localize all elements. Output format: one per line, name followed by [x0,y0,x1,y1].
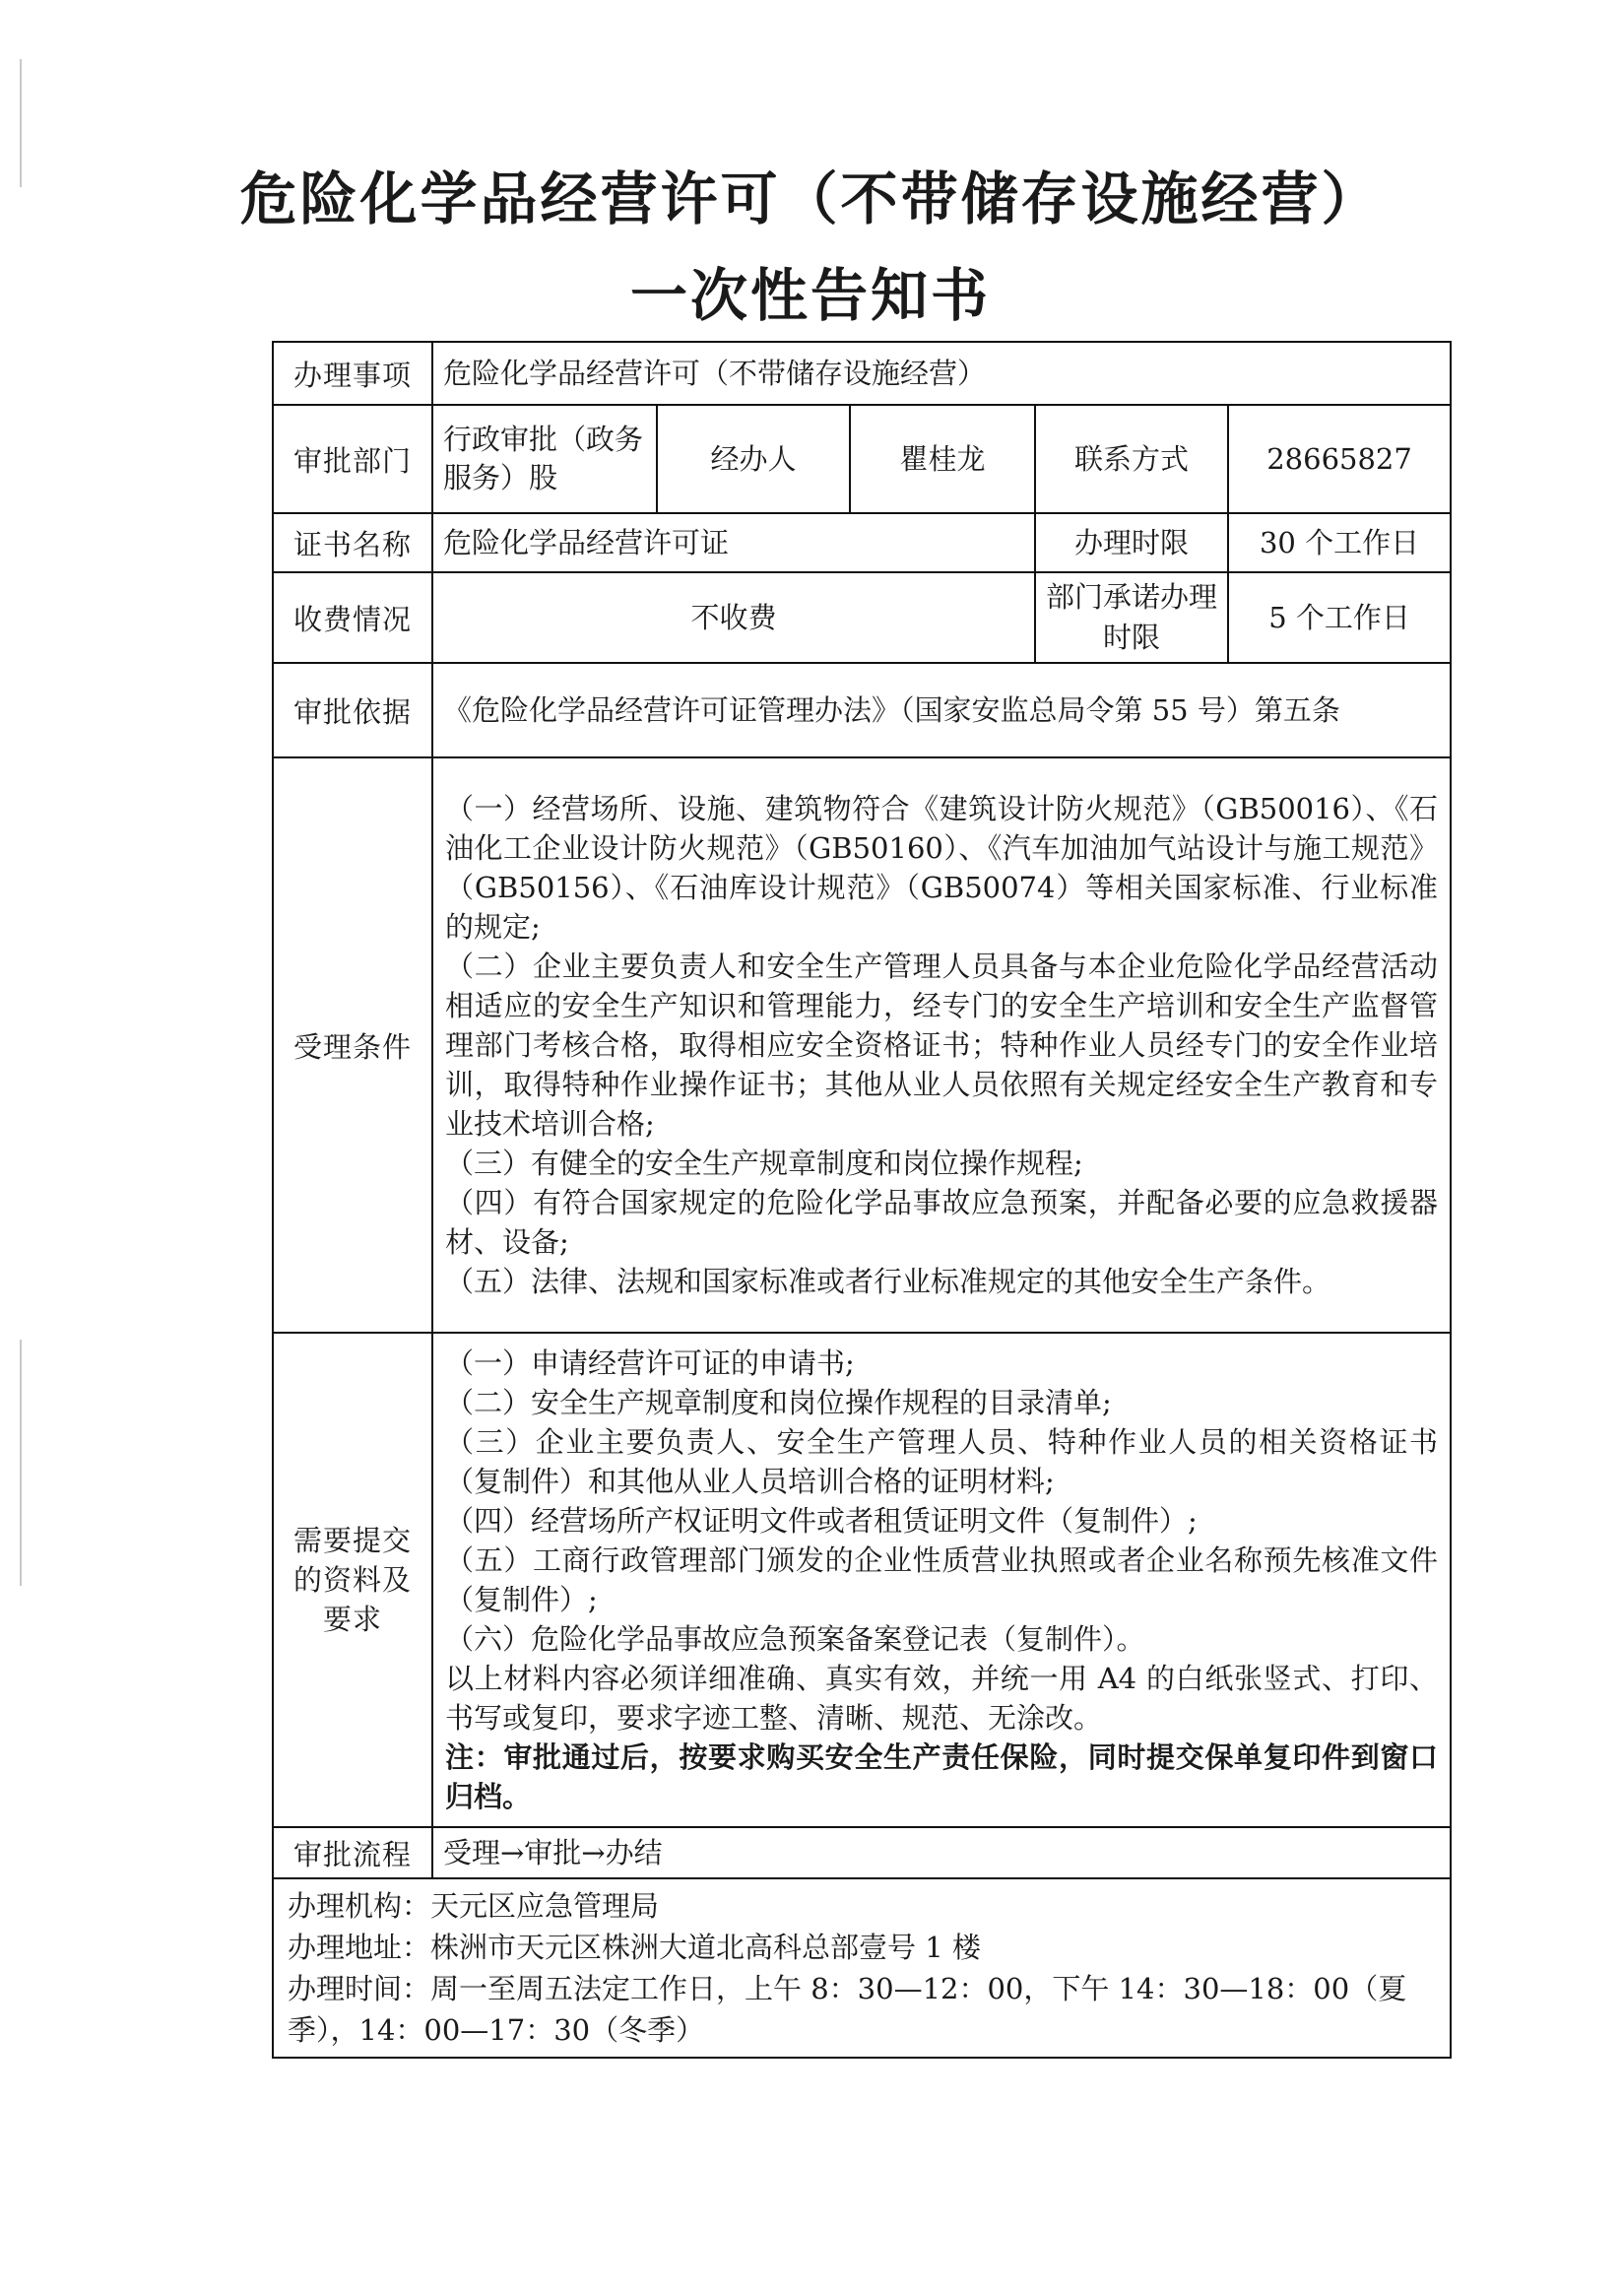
page-title-line1: 危险化学品经营许可（不带储存设施经营） [239,165,1382,232]
condition-item: （五）法律、法规和国家标准或者行业标准规定的其他安全生产条件。 [445,1265,1331,1298]
row-dept [273,405,1451,513]
item-value: 危险化学品经营许可（不带储存设施经营） [432,342,1451,405]
material-item: （一）申请经营许可证的申请书; [445,1346,855,1380]
row-item [273,342,1451,405]
fee-label: 收费情况 [273,572,432,663]
basis-value: 《危险化学品经营许可证管理办法》（国家安监总局令第 55 号）第五条 [432,663,1451,757]
material-item: 以上材料内容必须详细准确、真实有效，并统一用 A4 的白纸张竖式、打印、书写或复印，要求字迹工整、清晰、规范、无涂改。 [445,1662,1439,1735]
cert-value: 危险化学品经营许可证 [432,513,1035,572]
footer-agency: 办理机构：天元区应急管理局 [288,1889,660,1923]
dept-label: 审批部门 [273,405,432,513]
cert-label: 证书名称 [273,513,432,572]
promise-value: 5 个工作日 [1228,572,1451,663]
row-footer [273,1878,1451,2058]
conditions-list [432,757,1451,1333]
row-flow [273,1827,1451,1878]
row-basis [273,663,1451,757]
handler-value: 瞿桂龙 [850,405,1035,513]
footer-hours: 办理时间：周一至周五法定工作日，上午 8：30—12：00，下午 14：30—18：00（夏季），14：00—17：30（冬季） [288,1972,1407,2047]
flow-label: 审批流程 [273,1827,432,1878]
promise-label: 部门承诺办理时限 [1035,572,1228,663]
row-cert [273,513,1451,572]
materials-label: 需要提交的资料及要求 [273,1333,432,1827]
material-item: （六）危险化学品事故应急预案备案登记表（复制件）。 [445,1622,1145,1656]
condition-item: （二）企业主要负责人和安全生产管理人员具备与本企业危险化学品经营活动相适应的安全生产知识和管理能力，经专门的安全生产培训和安全生产监督管理部门考核合格，取得相应安全资格证书；特种作业人员经专门的安全作业培训，取得特种作业操作证书；其他从业人员依照有关规定经安全生产教育和专业技术培训合格; [445,950,1439,1141]
material-item: （四）经营场所产权证明文件或者租赁证明文件（复制件）; [445,1504,1198,1538]
scan-edge-mark-bottom [20,1340,22,1586]
item-label: 办理事项 [273,342,432,405]
condition-item: （三）有健全的安全生产规章制度和岗位操作规程; [445,1147,1083,1180]
handler-label: 经办人 [657,405,850,513]
conditions-label: 受理条件 [273,757,432,1333]
scan-edge-mark-top [20,59,22,187]
dept-value: 行政审批（政务服务）股 [432,405,657,513]
flow-value: 受理→审批→办结 [432,1827,1451,1878]
condition-item: （一）经营场所、设施、建筑物符合《建筑设计防火规范》（GB50016）、《石油化工企业设计防火规范》（GB50160）、《汽车加油加气站设计与施工规范》（GB50156）、《石油库设计规范》（GB50074）等相关国家标准、行业标准的规定; [445,792,1439,944]
footer-info [273,1878,1451,2058]
materials-note: 注：审批通过后，按要求购买安全生产责任保险，同时提交保单复印件到窗口归档。 [445,1740,1439,1813]
fee-value: 不收费 [432,572,1035,663]
row-conditions [273,757,1451,1333]
material-item: （五）工商行政管理部门颁发的企业性质营业执照或者企业名称预先核准文件（复制件）; [445,1543,1439,1616]
material-item: （三）企业主要负责人、安全生产管理人员、特种作业人员的相关资格证书（复制件）和其他从业人员培训合格的证明材料; [445,1425,1439,1498]
contact-label: 联系方式 [1035,405,1228,513]
basis-label: 审批依据 [273,663,432,757]
page-title-line2: 一次性告知书 [629,262,991,329]
footer-address: 办理地址：株洲市天元区株洲大道北高科总部壹号 1 楼 [288,1931,981,1964]
condition-item: （四）有符合国家规定的危险化学品事故应急预案，并配备必要的应急救援器材、设备; [445,1186,1439,1259]
contact-value: 28665827 [1228,405,1451,513]
row-fee [273,572,1451,663]
materials-list [432,1333,1451,1827]
material-item: （二）安全生产规章制度和岗位操作规程的目录清单; [445,1386,1112,1419]
limit-value: 30 个工作日 [1228,513,1451,572]
row-materials [273,1333,1451,1827]
notice-form-table [272,341,1452,2059]
limit-label: 办理时限 [1035,513,1228,572]
